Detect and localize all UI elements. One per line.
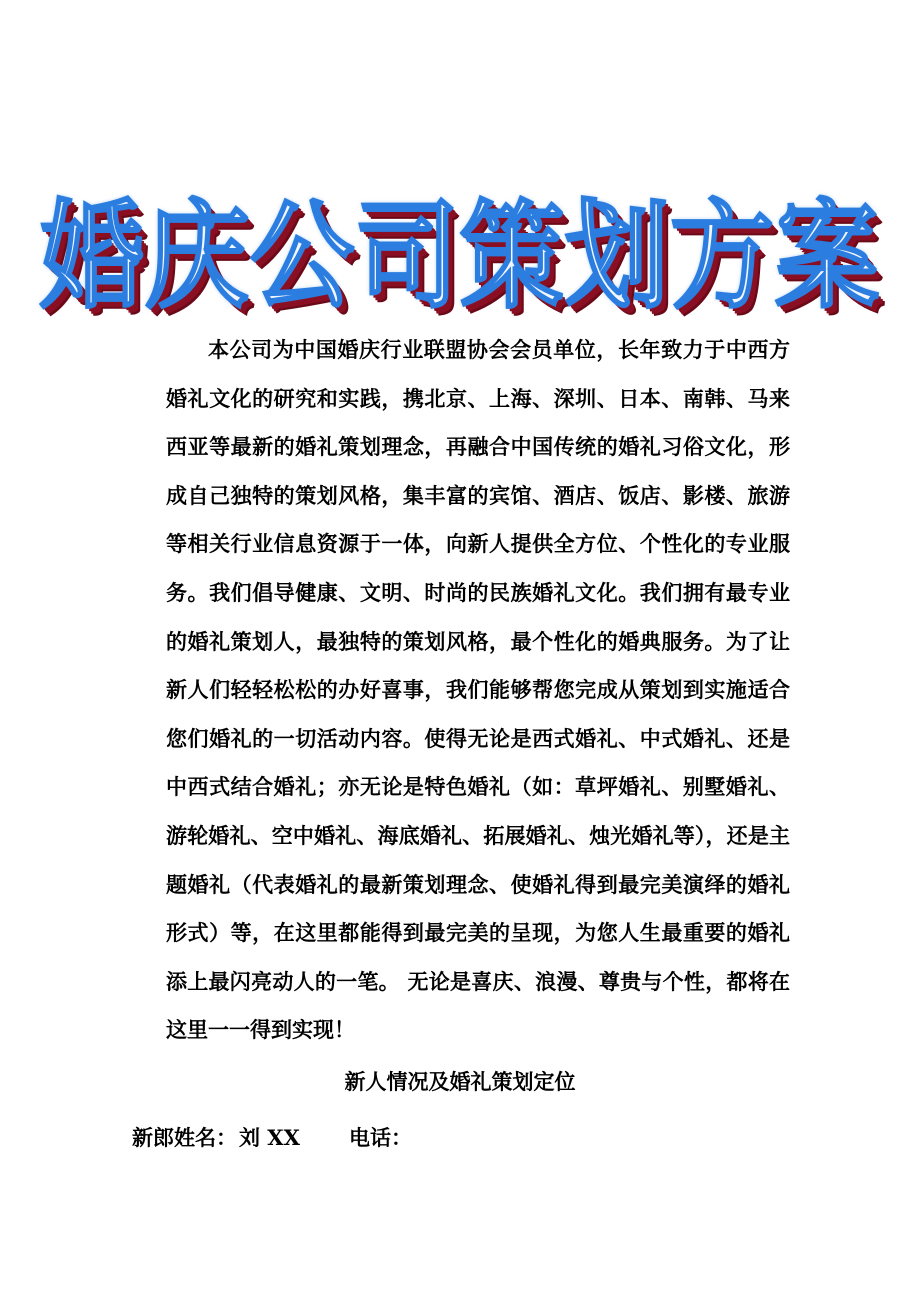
- phone-label: 电话：: [349, 1125, 412, 1150]
- groom-name-value: 刘 XX: [239, 1125, 300, 1150]
- groom-name-label: 新郎姓名：: [132, 1125, 237, 1150]
- groom-info-row: [132, 1118, 832, 1158]
- intro-paragraph: 本公司为中国婚庆行业联盟协会会员单位，长年致力于中西方婚礼文化的研究和实践，携北京、上海、深圳、日本、南韩、马来西亚等最新的婚礼策划理念，再融合中国传统的婚礼习俗文化，形成自己独特的策划风格，集丰富的宾馆、酒店、饭店、影楼、旅游等相关行业信息资源于一体，向新人提供全方位、个性化的专业服务。我们倡导健康、文明、时尚的民族婚礼文化。我们拥有最专业的婚礼策划人，最独特的策划风格，最个性化的婚典服务。为了让新人们轻轻松松的办好喜事，我们能够帮您完成从策划到实施适合您们婚礼的一切活动内容。使得无论是西式婚礼、中式婚礼、还是中西式结合婚礼；亦无论是特色婚礼（如：草坪婚礼、别墅婚礼、游轮婚礼、空中婚礼、海底婚礼、拓展婚礼、烛光婚礼等），还是主题婚礼（代表婚礼的最新策划理念、使婚礼得到最完美演绎的婚礼形式）等，在这里都能得到最完美的呈现，为您人生最重要的婚礼添上最闪亮动人的一笔。 无论是喜庆、浪漫、尊贵与个性，都将在这里一一得到实现！: [166, 337, 790, 1043]
- section-heading: 新人情况及婚礼策划定位: [344, 1069, 576, 1094]
- document-title: 婚庆公司策划方案: [39, 188, 880, 325]
